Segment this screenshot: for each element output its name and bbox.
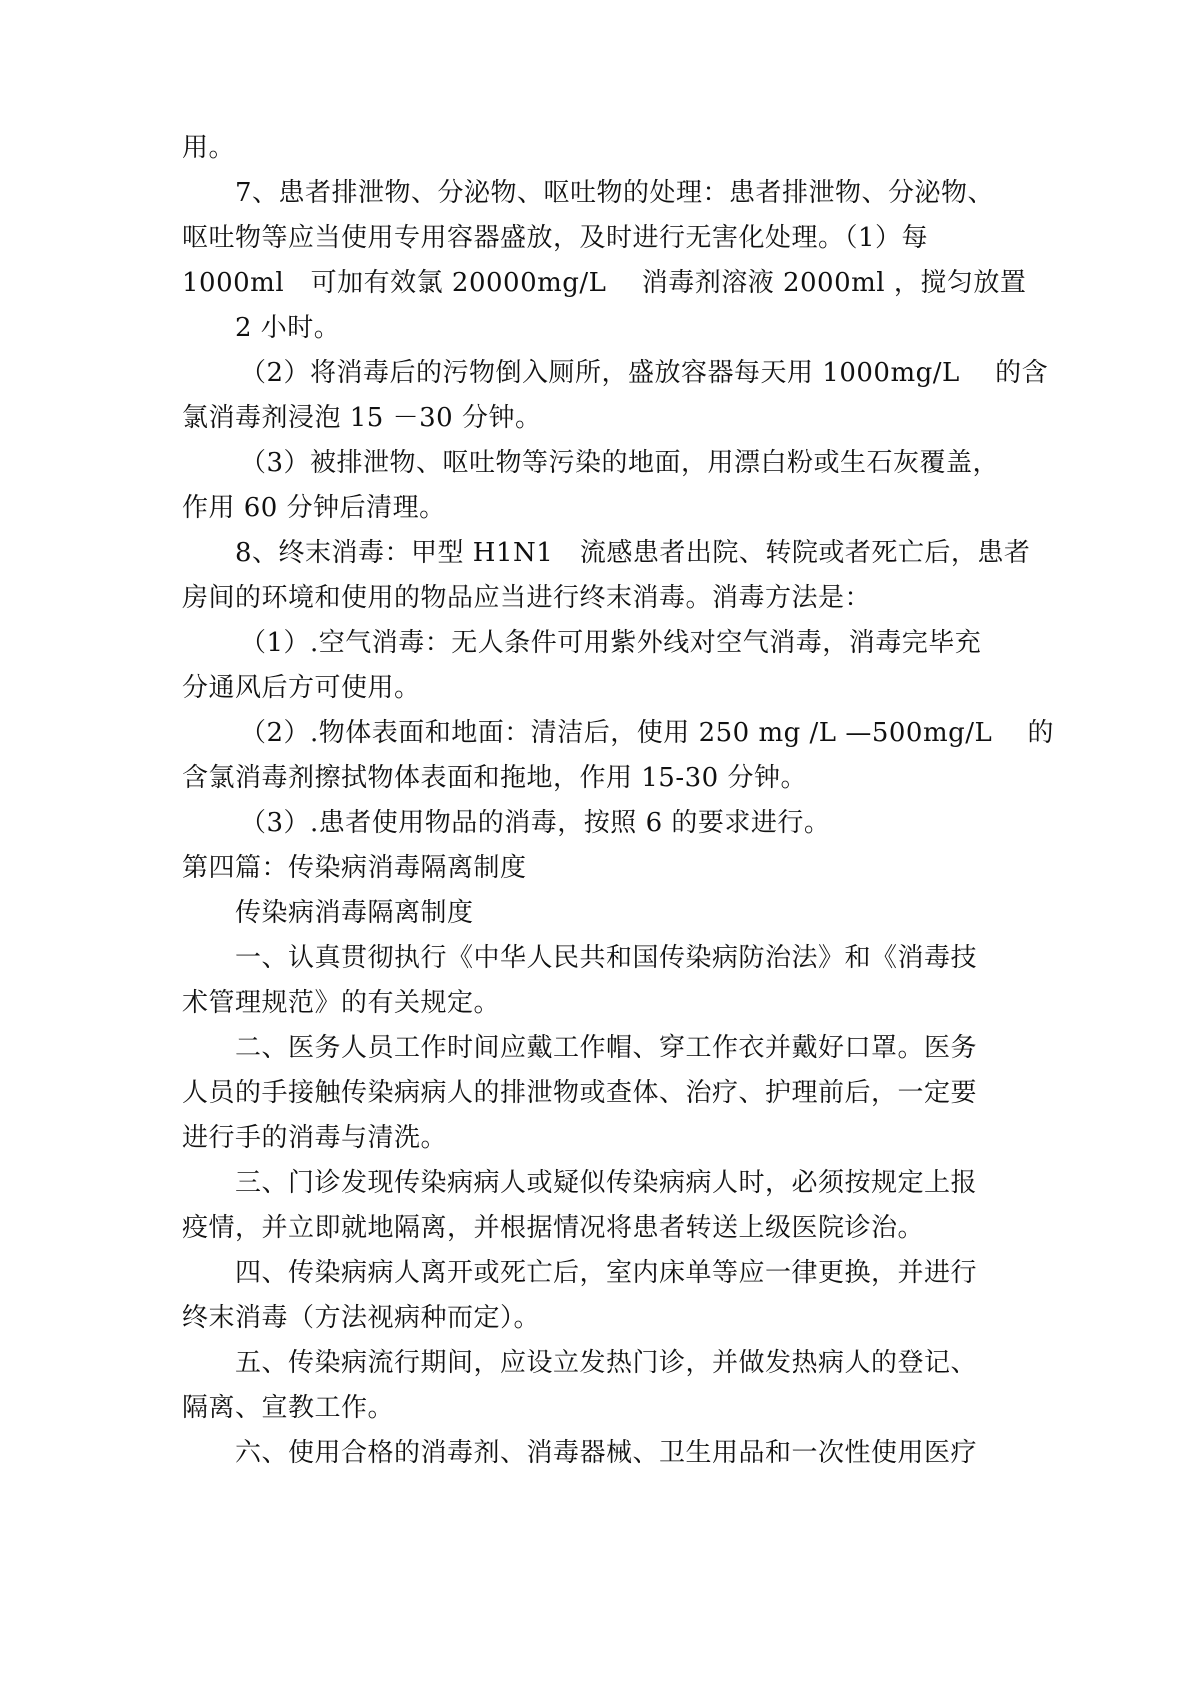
text-line: 三、门诊发现传染病病人或疑似传染病病人时，必须按规定上报 — [235, 1168, 978, 1198]
text-line: 终末消毒（方法视病种而定）。 — [182, 1303, 541, 1333]
text-line: （3）被排泄物、呕吐物等污染的地面，用漂白粉或生石灰覆盖， — [240, 448, 1000, 478]
text-line: 7、患者排泄物、分泌物、呕吐物的处理：患者排泄物、分泌物、 — [235, 178, 995, 208]
text-line: 房间的环境和使用的物品应当进行终末消毒。消毒方法是： — [182, 583, 872, 613]
text-line: 六、使用合格的消毒剂、消毒器械、卫生用品和一次性使用医疗 — [235, 1438, 978, 1468]
text-line: 一、认真贯彻执行《中华人民共和国传染病防治法》和《消毒技 — [235, 943, 978, 973]
text-line: 氯消毒剂浸泡 15 －30 分钟。 — [182, 403, 542, 433]
text-line: 呕吐物等应当使用专用容器盛放，及时进行无害化处理。（1）每 — [182, 223, 929, 253]
text-line: 分通风后方可使用。 — [182, 673, 421, 703]
text-line: （2）将消毒后的污物倒入厕所，盛放容器每天用 1000mg/L 的含 — [240, 358, 1049, 388]
text-line: 二、医务人员工作时间应戴工作帽、穿工作衣并戴好口罩。医务 — [235, 1033, 978, 1063]
text-line: 1000ml 可加有效氯 20000mg/L 消毒剂溶液 2000ml ，搅匀放置 — [182, 268, 1027, 298]
section-heading: 第四篇：传染病消毒隔离制度 — [182, 853, 527, 883]
text-line: 用。 — [182, 133, 236, 163]
text-line: （1）.空气消毒：无人条件可用紫外线对空气消毒，消毒完毕充 — [240, 628, 982, 658]
text-line: （2）.物体表面和地面：清洁后，使用 250 mg /L —500mg/L 的 — [240, 718, 1055, 748]
text-line: 2 小时。 — [235, 313, 341, 343]
text-line: 隔离、宣教工作。 — [182, 1393, 395, 1423]
text-line: 8、终末消毒：甲型 H1N1 流感患者出院、转院或者死亡后，患者 — [235, 538, 1031, 568]
text-line: 人员的手接触传染病病人的排泄物或查体、治疗、护理前后，一定要 — [182, 1078, 978, 1108]
text-line: （3）.患者使用物品的消毒，按照 6 的要求进行。 — [240, 808, 831, 838]
text-line: 四、传染病病人离开或死亡后，室内床单等应一律更换，并进行 — [235, 1258, 978, 1288]
text-line: 作用 60 分钟后清理。 — [182, 493, 446, 523]
text-line: 含氯消毒剂擦拭物体表面和拖地，作用 15-30 分钟。 — [182, 763, 807, 793]
text-line: 疫情，并立即就地隔离，并根据情况将患者转送上级医院诊治。 — [182, 1213, 925, 1243]
subsection-title: 传染病消毒隔离制度 — [235, 898, 474, 928]
text-line: 五、传染病流行期间，应设立发热门诊，并做发热病人的登记、 — [235, 1348, 978, 1378]
text-line: 进行手的消毒与清洗。 — [182, 1123, 448, 1153]
text-line: 术管理规范》的有关规定。 — [182, 988, 501, 1018]
